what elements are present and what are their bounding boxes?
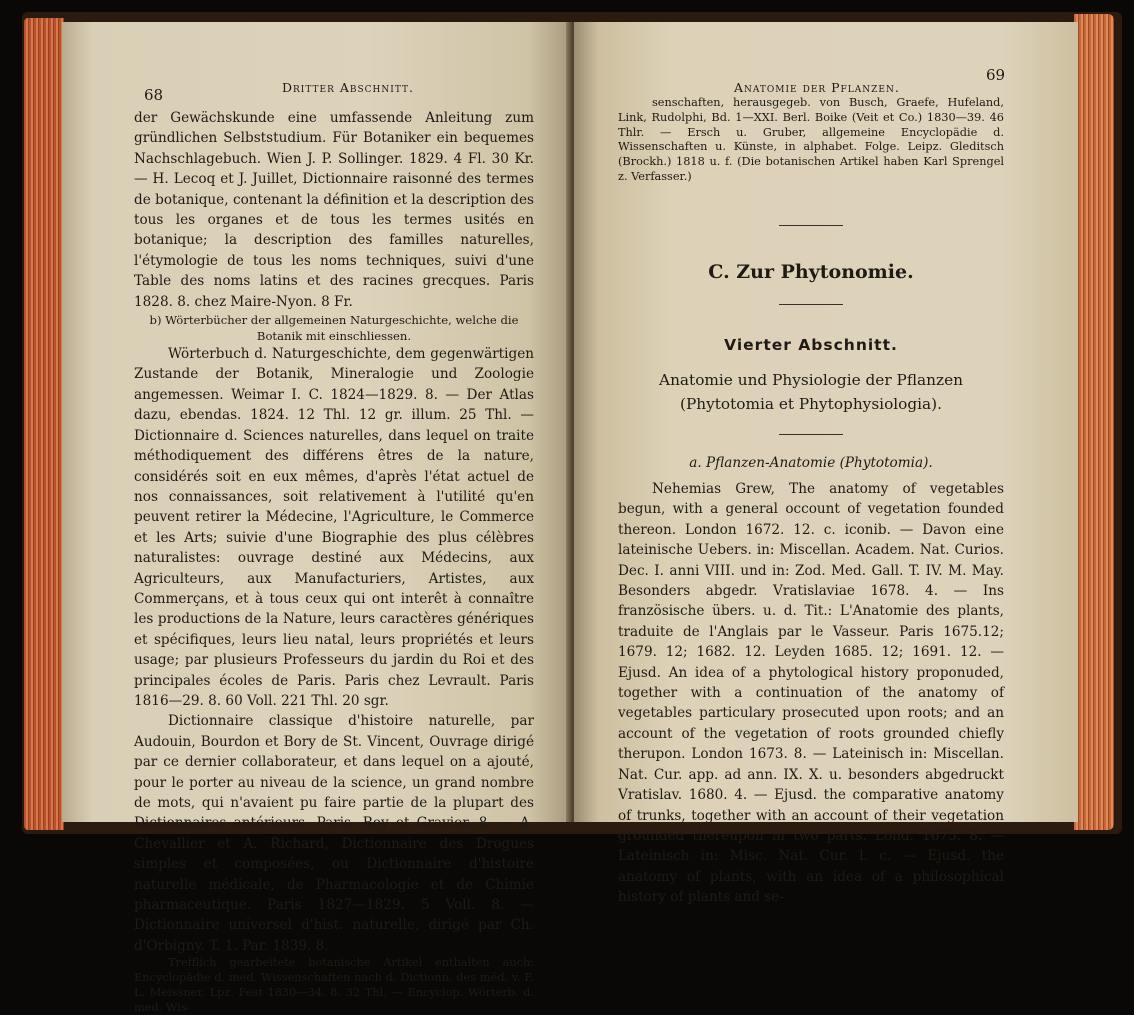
heading-vierter-abschnitt: Vierter Abschnitt. <box>724 336 898 355</box>
heading-zur-phytonomie: C. Zur Phytonomie. <box>708 260 914 283</box>
right-page-body <box>618 96 1004 908</box>
left-subheading: b) Wörterbücher der allgemeinen Naturgeschichte, welche die Botanik mit einschliessen. <box>149 313 519 344</box>
heading-anatomie-physiologie: Anatomie und Physiologie der Pflanzen (Phytotomia et Phytophysiologia). <box>659 370 963 413</box>
right-page <box>574 22 1078 906</box>
heading-pflanzen-anatomie: a. Pflanzen-Anatomie (Phytotomia). <box>689 454 933 471</box>
right-top-continuation: senschaften, herausgegeb. von Busch, Graefe, Hufeland, Link, Rudolphi, Bd. 1—XXI. Berl. Boike (Veit et Co.) 1830—39. 46 Thlr. — Ersch u. Gruber, allgemeine Encyclopädie d. Wissenschaften u. Künste, in alphabet. Folge. Leipz. Gleditsch (Brockh.) 1818 u. f. (Die botanischen Artikel haben Karl Sprengel z. Verfasser.) <box>618 96 1004 183</box>
page-edges-left <box>24 18 64 830</box>
left-paragraph-1: der Gewächskunde eine umfassende Anleitung zum gründlichen Selbststudium. Für Botaniker ein bequemes Nachschlagebuch. Wien J. P. Sollinger. 1829. 4 Fl. 30 Kr. — H. Lecoq et J. Juillet, Dictionnaire raisonné des termes de botanique, contenant la définition et la description des tous les organes et de tous les termes usités en botanique; la description des familles naturelles, l'étymologie de tous les noms techniques, suivi d'une Table des noms latins et des racines grecques. Paris 1828. 8. chez Maire-Nyon. 8 Fr. <box>134 110 534 310</box>
right-running-head: Anatomie der Pflanzen. <box>734 80 900 95</box>
right-body-paragraph: Nehemias Grew, The anatomy of vegetables begun, with a general occount of vegetation founded thereon. London 1672. 12. c. iconib. — Davon eine lateinische Uebers. in: Miscellan. Academ. Nat. Curios. Dec. I. anni VIII. und in: Zod. Med. Gall. T. IV. M. May. Besonders abgedr. Vratislaviae 1678. 4. — Ins französische übers. u. d. Tit.: L'Anatomie des plants, traduite de l'Anglais par le Vasseur. Paris 1675.12; 1679. 12; 1682. 12. Leyden 1685. 12; 1691. 12. — Ejusd. An idea of a phytological history proponuded, together with a continuation of the anatomy of vegetables particulary prosecuted upon roots; and an account of the vegetation of roots grounded chiefly therupon. London 1673. 8. — Lateinisch in: Miscellan. Nat. Cur. app. ad ann. IX. X. u. besonders abgedruckt Vratislav. 1680. 4. — Ejusd. the comparative anatomy of trunks, together with an account of their vegetation grounded thereupon in two parts. Lond. 1675. 8. — Lateinisch in: Misc. Nat. Cur. l. c. — Ejusd. the anatomy of plants, with an idea of a philosophical history of plants and se- <box>618 481 1004 906</box>
left-page-number: 68 <box>144 86 164 104</box>
left-footnote: Trefflich gearbeitete botanische Artikel enthalten auch: Encyclopädie d. med. Wissenschaften nach d. Dictionn. des méd. v. F. L. Meissner. Lpz. Fest 1830—34. 8. 32 Thl. — Encyclop. Wörterb. d. med. Wis- <box>134 956 534 1014</box>
left-page-body <box>134 108 534 1015</box>
left-page <box>62 22 570 1014</box>
left-paragraph-3: Dictionnaire classique d'histoire naturelle, par Audouin, Bourdon et Bory de St. Vincent, Ouvrage dirigé par ce dernier collaborateur, et dans lequel on a ajouté, pour le porter au niveau de la science, un grand nombre de mots, qui n'avaient pu faire partie de la plupart des Dictionnaires antérieurs. Paris. Rey et Gravier. 8. — A. Chevallier et A. Richard, Dictionnaire des Drogues simples et composées, ou Dictionnaire d'histoire naturelle médicale, de Pharmacologie et de Chimie pharmaceutique. Paris 1827—1829. 5 Voll. 8. — Dictionnaire universel d'hist. naturelle, dirigé par Ch. d'Orbigny. T. 1. Par. 1839. 8. <box>134 713 534 954</box>
left-running-head: Dritter Abschnitt. <box>282 80 414 95</box>
right-page-number: 69 <box>986 66 1006 84</box>
page-edges-right <box>1074 14 1114 830</box>
left-paragraph-2: Wörterbuch d. Naturgeschichte, dem gegenwärtigen Zustande der Botanik, Mineralogie und Zoologie angemessen. Weimar I. C. 1824—1829. 8. — Der Atlas dazu, ebendas. 1824. 12 Thl. 12 gr. illum. 25 Thl. — Dictionnaire d. Sciences naturelles, dans lequel on traite méthodiquement des différens êtres de la nature, considérés soit en eux mêmes, d'après l'état actuel de nos connaissances, soit relativement à l'utilité qu'en peuvent retirer la Médecine, l'Agriculture, le Commerce et les Arts; suivie d'une Biographie des plus célèbres naturalistes: ouvrage destiné aux Médecins, aux Agriculteurs, aux Manufacturiers, Artistes, aux Commerçans, et à tous ceux qui ont interêt à connaître les productions de la Nature, leurs caractères génériques et spécifiques, leurs lieu natal, leurs propriétés et leurs usage; par plusieurs Professeurs du jardin du Roi et des principales écoles de Paris. Paris chez Levrault. Paris 1816—29. 8. 60 Voll. 221 Thl. 20 sgr. <box>134 346 534 709</box>
